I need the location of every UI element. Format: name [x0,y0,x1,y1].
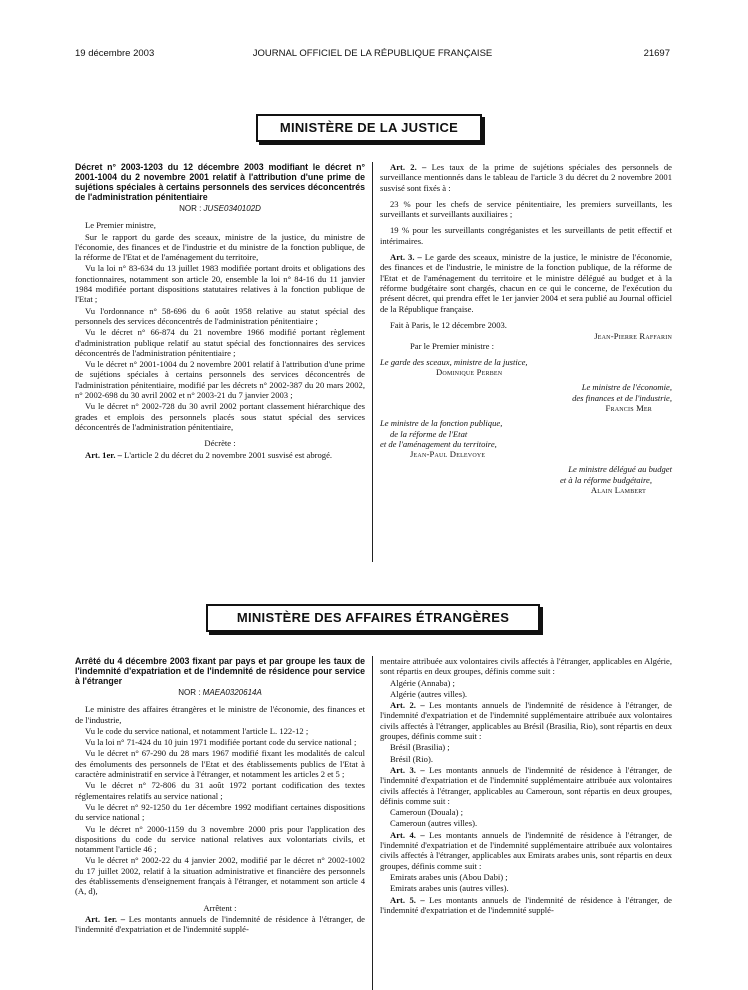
article-text: Les montants annuels de l'indemnité de résidence à l'étranger, de l'indemnité d'expatriation et de l'indemnité supplé- [75,913,365,935]
article-text: Les montants annuels de l'indemnité de résidence à l'étranger, de l'indemnité d'expatriation et de l'indemnité supplé- [380,894,672,915]
decree-column-left [75,162,365,461]
article-text: Les taux de la prime de sujétions spéciales des personnels de surveillance mentionnés dans le tableau de l'article 3 du décret du 2 novembre 2001 susvisé sont fixés à : [380,162,672,193]
list-item: Brésil (Rio). [390,753,433,764]
article-continuation: mentaire attribuée aux volontaires civils affectés à l'étranger, applicables en Algérie, sont répartis en deux groupes, définis comme suit : [380,656,672,677]
arrete-paragraph: Vu le décret n° 67-290 du 28 mars 1967 modifié fixant les modalités de calcul des émoluments des personnels de l'Etat et des établissements publics de l'Etat à caractère administratif en service à l'étranger, et notamment les articles 2 et 5 ; [75,748,365,780]
arretent-label: Arrêtent : [203,902,237,913]
decree-paragraph: Vu le décret n° 2002-728 du 30 avril 2002 portant classement hiérarchique des grades et emplois des personnels placés sous statut spécial des services déconcentrés de l'administration pénitentiaire, [75,401,365,432]
signatory-role: Le ministre de l'économie, [581,382,672,393]
rate-item: 19 % pour les surveillants congréganistes et les surveillants de petit effectif et intérimaires. [380,225,672,246]
list-item: Cameroun (autres villes). [390,818,478,829]
arrete-title: Arrêté du 4 décembre 2003 fixant par pays et par groupe les taux de l'indemnité d'expatriation et de l'indemnité de résidence pour service à l'étranger [75,656,365,686]
article-label: Art. 3. – [390,764,425,775]
arrete-column-left [75,656,365,936]
arrete-paragraph: Vu le décret n° 2000-1159 du 3 novembre 2000 pris pour l'application des dispositions du code du service national relatives aux volontariats civils, et notamment l'article 46 ; [75,823,365,855]
signatory-name: Dominique Perben [436,367,503,378]
list-item: Algérie (Annaba) ; [390,677,455,688]
decree-nor [75,204,365,214]
decree-title: Décret n° 2003-1203 du 12 décembre 2003 modifiant le décret n° 2001-1004 du 2 novembre 2001 relatif à l'attribution d'une prime de sujétions spéciales à certains personnels des services déconcentrés de l'administration pénitentiaire [75,162,365,202]
article-label: Art. 4. – [390,829,425,840]
decree-article-3 [380,252,672,314]
decree-paragraph: Vu le décret n° 66-874 du 21 novembre 1966 modifié portant règlement d'administration publique relatif au statut spécial des fonctionnaires des services déconcentrés de l'administration pénitentiaire ; [75,327,365,358]
signatory-role: des finances et de l'industrie, [572,392,672,403]
article-label: Art. 5. – [390,894,425,905]
arrete-paragraph: Le ministre des affaires étrangères et le ministre de l'économie, des finances et de l'industrie, [75,704,365,725]
article-label: Art. 1er. – [85,449,122,460]
rate-item: 23 % pour les chefs de service pénitentiaire, les premiers surveillants, les surveillants et surveillants auxiliaires ; [380,198,672,220]
pm-signature: Jean-Pierre Raffarin [594,331,672,342]
article-label: Art. 2. – [390,162,427,172]
list-item: Cameroun (Douala) ; [390,807,464,818]
signatory-name: Francis Mer [605,402,652,413]
arrete-article-3 [380,765,672,806]
arrete-article-4 [380,830,672,871]
arrete-column-right [380,656,672,916]
decree-paragraph: Vu la loi n° 83-634 du 13 juillet 1983 modifiée portant droits et obligations des fonctionnaires, notamment son article 20, ensemble la loi n° 84-16 du 11 janvier 1984 modifiée portant dispositions statutaires relatives à la fonction publique de l'Etat ; [75,263,365,305]
ministry-justice-heading: MINISTÈRE DE LA JUSTICE [256,114,482,142]
article-label: Art. 2. – [390,700,425,711]
list-item: Emirats arabes unis (autres villes). [390,883,509,894]
decree-paragraph: Vu l'ordonnance n° 58-696 du 6 août 1958 relative au statut spécial des personnels des services déconcentrés de l'administration pénitentiaire ; [75,305,365,326]
arrete-paragraph: Vu le décret n° 72-806 du 31 août 1972 portant codification des textes réglementaires relatifs au service national ; [75,780,365,801]
nor-label: NOR : [179,204,202,213]
page-header [75,48,670,62]
ministry-foreign-affairs-heading: MINISTÈRE DES AFFAIRES ÉTRANGÈRES [206,604,540,632]
list-item: Emirats arabes unis (Abou Dabi) ; [390,871,508,882]
arrete-article-5 [380,895,672,916]
article-text: Les montants annuels de l'indemnité de résidence à l'étranger, de l'indemnité d'expatriation et de l'indemnité supplémentaire attribuée aux volontaires civils affectés à l'étranger, applicables aux Emirats arabes unis, sont répartis en deux groupes, définis comme suit : [380,829,672,871]
decree-article-1 [75,450,365,460]
nor-code: JUSE0340102D [203,204,261,213]
article-text: Les montants annuels de l'indemnité de résidence à l'étranger, de l'indemnité d'expatriation et de l'indemnité supplémentaire attribuée aux volontaires civils affectés à l'étranger, applicables au Brésil (Brasilia, Rio), sont répartis en deux groupes, définis comme suit : [380,700,672,742]
decree-column-right [380,162,672,495]
article-text: Les montants annuels de l'indemnité de résidence à l'étranger, de l'indemnité d'expatriation et de l'indemnité supplémentaire attribuée aux volontaires civils affectés à l'étranger, applicables au Cameroun, sont répartis en deux groupes, définis comme suit : [380,764,672,806]
signatory-name: Alain Lambert [590,485,646,496]
decrete-label: Décrète : [204,438,236,449]
arrete-nor [75,688,365,698]
column-divider [372,162,373,562]
arrete-paragraph: Vu le décret n° 2002-22 du 4 janvier 2002, modifié par le décret n° 2002-1002 du 17 juillet 2002, relatif à la situation administrative et financière des personnels des établissements d'enseignement français à l'étranger, et notamment son article 4 (A, d), [75,855,365,897]
list-item: Algérie (autres villes). [390,688,468,699]
signatory-name: Jean-Paul Delevoye [410,449,486,460]
header-date: 19 décembre 2003 [75,48,155,59]
column-divider [372,656,373,990]
article-text: L'article 2 du décret du 2 novembre 2001 susvisé est abrogé. [124,449,333,460]
arrete-paragraph: Vu la loi n° 71-424 du 10 juin 1971 modifiée portant code du service national ; [85,737,357,748]
decree-paragraph: Le Premier ministre, [85,220,156,231]
arrete-article-2 [380,700,672,741]
arrete-paragraph: Vu le code du service national, et notamment l'article L. 122-12 ; [85,725,309,736]
signatory-role: Le ministre délégué au budget [568,464,672,475]
article-text: Le garde des sceaux, ministre de la justice, le ministre de l'économie, des finances et de l'industrie, le ministre de la fonction publique, de la réforme de l'Etat et de l'aménagement du territoire et le ministre délégué au budget et à la réforme budgétaire sont chargés, chacun en ce qui le concerne, de l'exécution du présent décret, qui prendra effet le 1er janvier 2004 et sera publié au Journal officiel de la République française. [380,252,672,314]
header-journal: JOURNAL OFFICIEL DE LA RÉPUBLIQUE FRANÇAISE [252,48,493,59]
list-item: Brésil (Brasilia) ; [390,742,450,753]
arrete-article-1 [75,914,365,935]
signatory-role: et de l'aménagement du territoire, [380,438,497,449]
signatory-role: Le ministre de la fonction publique, [380,418,503,429]
decree-paragraph: Vu le décret n° 2001-1004 du 2 novembre 2001 relatif à l'attribution d'une prime de sujétions spéciales à certains personnels des services déconcentrés de l'administration pénitentiaire, modifié par les décrets n° 2002-387 du 20 mars 2002, n° 2002-698 du 30 avril 2002 et n° 2003-21 du 7 janvier 2003 ; [75,359,365,401]
pm-by: Par le Premier ministre : [410,341,495,352]
signatory-role: de la réforme de l'Etat [390,428,468,439]
nor-label: NOR : [178,688,201,697]
article-label: Art. 3. – [390,252,422,263]
arrete-paragraph: Vu le décret n° 92-1250 du 1er décembre 1992 modifiant certaines dispositions du service national ; [75,801,365,823]
done-at: Fait à Paris, le 12 décembre 2003. [390,319,507,330]
signatory-role: Le garde des sceaux, ministre de la justice, [380,356,528,367]
nor-code: MAEA0320614A [202,688,262,697]
header-page-number: 21697 [643,48,670,59]
decree-paragraph: Sur le rapport du garde des sceaux, ministre de la justice, du ministre de l'économie, des finances et de l'industrie et du ministre de la fonction publique, de la réforme de l'Etat et de l'aménagement du territoire, [75,231,365,263]
article-label: Art. 1er. – [85,913,126,924]
signatory-role: et à la réforme budgétaire, [559,474,652,485]
decree-article-2 [380,162,672,193]
